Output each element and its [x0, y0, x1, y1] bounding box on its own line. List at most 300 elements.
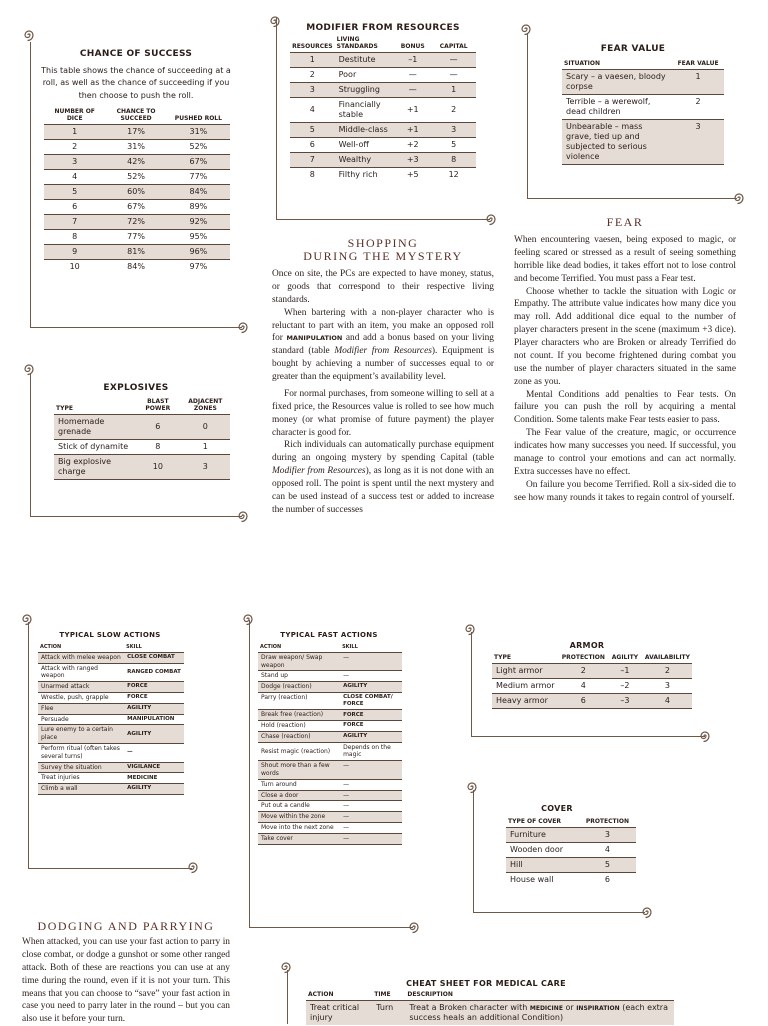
table-row — [562, 69, 724, 94]
cell: 3 — [290, 82, 335, 97]
table-row — [290, 52, 476, 67]
skill-name: INSPIRATION — [576, 1004, 620, 1012]
swirl-ornament-icon — [698, 729, 712, 743]
chance-of-success-title: CHANCE OF SUCCESS — [79, 49, 193, 59]
cell: Wooden door — [510, 844, 563, 854]
cell: Unbearable – mass grave, tied up and subjected to serious violence — [562, 119, 672, 164]
column-header: PROTECTION — [585, 818, 629, 825]
cell: 1 — [202, 441, 208, 451]
cell: 31% — [127, 141, 145, 151]
cell: Wrestle, push, grapple — [41, 693, 109, 701]
cell: 84% — [167, 184, 230, 199]
swirl-ornament-icon — [640, 905, 654, 919]
cell: Heavy armor — [492, 693, 560, 708]
modifier-from-resources-title: MODIFIER FROM RESOURCES — [306, 23, 460, 33]
table-row — [492, 678, 692, 693]
swirl-ornament-icon — [20, 612, 34, 626]
cell: 1 — [431, 82, 476, 97]
cell: 3 — [181, 454, 230, 479]
cell: 77% — [127, 231, 145, 241]
cell: Flee — [38, 703, 124, 714]
text-run: ), as long as it is not done with an opposed roll. The point is spent until the next mystery and can be used instead of a success test or added to increase the number of successes — [272, 466, 494, 515]
cell: Middle-class — [335, 122, 395, 137]
table-row — [258, 671, 402, 682]
cell: 8 — [309, 169, 315, 179]
table-row — [38, 725, 184, 744]
cell: Turn around — [261, 780, 297, 788]
table-row — [44, 169, 230, 184]
column-header: FEAR VALUE — [677, 60, 719, 67]
cell: AGILITY — [340, 731, 402, 742]
typical-fast-actions-table — [258, 644, 402, 845]
cell: Break free (reaction) — [258, 710, 340, 721]
cell: 95% — [189, 231, 208, 241]
cell: Hill — [506, 857, 579, 872]
modifier-from-resources-table — [290, 36, 476, 182]
swirl-ornament-icon — [236, 320, 250, 334]
table-row — [44, 244, 230, 259]
cell: — — [127, 749, 133, 756]
cell: — — [408, 69, 417, 79]
table-row — [44, 259, 230, 274]
column-header: PUSHED ROLL — [174, 114, 222, 122]
shopping-heading: SHOPPING DURING THE MYSTERY — [303, 236, 463, 264]
column-header: SKILL — [342, 644, 358, 650]
table-row — [44, 229, 230, 244]
cell: 92% — [167, 214, 230, 229]
dodging-heading: DODGING AND PARRYING — [37, 919, 215, 933]
table-row — [290, 152, 476, 167]
table-row — [492, 663, 692, 678]
table-row — [44, 139, 230, 154]
swirl-ornament-icon — [519, 22, 533, 36]
cell: 2 — [643, 663, 692, 678]
column-header: BLAST POWER — [145, 398, 171, 412]
medical-care-table — [306, 991, 674, 1025]
fear-paragraph: Choose whether to tackle the situation with Logic or Empathy. The attribute value indicates how many dice you may roll. Add additional dice equal to the number of player characters present in the scene (maximum +3 dice). Player characters who are Broken or already Terrified do not count. If you become frightened during combat you use the number of player characters situated in the same zone as you. — [514, 286, 736, 387]
cell: Unarmed attack — [38, 682, 124, 693]
cell: +5 — [406, 169, 419, 179]
cell: — — [340, 761, 402, 780]
table-row — [38, 714, 184, 725]
cell: 10 — [69, 261, 80, 271]
cell: 4 — [309, 104, 315, 114]
typical-slow-actions-table — [38, 644, 184, 795]
cell: Move into the next zone — [261, 823, 334, 831]
swirl-ornament-icon — [279, 960, 293, 974]
cell: Destitute — [335, 52, 395, 67]
cell: 3 — [431, 122, 476, 137]
cell: –1 — [394, 52, 431, 67]
dodging-paragraph: When attacked, you can use your fast action to parry in close combat, or dodge a gunshot or some other ranged attack. Both of these are reactions you can use at any time during the round, even if it is not your turn. This means that you can choose to “save” your fast action in case you need to parry later in the round – but you can also use it before your turn. — [22, 937, 230, 1025]
table-row — [258, 833, 402, 844]
cell: Survey the situation — [38, 762, 124, 773]
cell: Big explosive charge — [54, 454, 135, 479]
cell: 17% — [105, 124, 166, 139]
column-header: CHANCE TO SUCCEED — [116, 108, 156, 122]
fear-paragraph: Mental Conditions add penalties to Fear tests. On failure you can push the roll by acquiring a mental Condition. Some talents make Fear tests easier to pass. — [514, 389, 736, 426]
table-row — [258, 790, 402, 801]
shopping-paragraph — [272, 439, 494, 516]
cell: CLOSE COMBAT — [124, 652, 184, 663]
table-row — [258, 822, 402, 833]
fear-paragraph: The Fear value of the creature, magic, or occurrence indicates how many successes you need. If successful, you manage to control your emotions and can act normally. Extra successes have no effect. — [514, 428, 736, 477]
swirl-ornament-icon — [241, 612, 255, 626]
table-row — [258, 742, 402, 761]
cell: Take cover — [258, 833, 340, 844]
cell: Close a door — [258, 790, 340, 801]
cell: AGILITY — [124, 703, 184, 714]
cell: 84% — [127, 261, 145, 271]
table-reference: Modifier from Resources — [334, 346, 432, 357]
cell: Filthy rich — [338, 169, 378, 179]
table-row — [44, 154, 230, 169]
fear-heading: FEAR — [606, 215, 644, 229]
cell: 10 — [135, 454, 181, 479]
cell: 5 — [451, 139, 457, 149]
cell: 6 — [135, 414, 181, 439]
cell: 81% — [105, 244, 166, 259]
swirl-ornament-icon — [268, 14, 282, 28]
table-row — [44, 184, 230, 199]
swirl-ornament-icon — [463, 622, 477, 636]
swirl-ornament-icon — [465, 780, 479, 794]
text-run: (each extra success heals an additional Condition) — [409, 1002, 668, 1022]
cell: — — [340, 833, 402, 844]
column-header: SKILL — [126, 644, 142, 650]
cell: — — [340, 790, 402, 801]
swirl-ornament-icon — [186, 860, 200, 874]
cell: 7 — [290, 152, 335, 167]
shopping-text — [272, 268, 494, 517]
column-header: PROTECTION — [561, 654, 605, 661]
table-row — [54, 414, 230, 439]
swirl-ornament-icon — [236, 509, 250, 523]
cell: 2 — [309, 69, 315, 79]
typical-slow-actions-title: TYPICAL SLOW ACTIONS — [59, 631, 161, 639]
table-row — [54, 439, 230, 454]
cell: 72% — [105, 214, 166, 229]
cell: 4 — [643, 693, 692, 708]
column-header: SITUATION — [564, 60, 600, 67]
cell: 6 — [72, 201, 78, 211]
cell: 89% — [189, 201, 208, 211]
cell: — — [343, 780, 350, 788]
cell: 3 — [672, 119, 724, 164]
cell: House wall — [510, 874, 554, 884]
cell: 5 — [44, 184, 105, 199]
cell: +2 — [406, 139, 419, 149]
table-row — [258, 812, 402, 823]
cell: Stick of dynamite — [58, 441, 129, 451]
table-row — [38, 743, 184, 762]
text-run: ). Equipment is bought by achieving a number of successes equal to or greater than the equipment’s availability level. — [272, 346, 494, 382]
cell: 8 — [72, 231, 78, 241]
shopping-paragraph: For normal purchases, from someone willing to sell at a fixed price, the Resources value is rolled to see how much money (or what promise of future payment) the player character is good for. — [272, 388, 494, 438]
cell: Lure enemy to a certain place — [38, 725, 124, 744]
armor-title: ARMOR — [569, 641, 605, 650]
text-run: and add a bonus based on your living standard (table — [272, 333, 494, 357]
cell: Well-off — [338, 139, 369, 149]
table-row — [290, 167, 476, 182]
cell: 97% — [189, 261, 208, 271]
table-row — [38, 762, 184, 773]
table-row — [258, 779, 402, 790]
column-header: BONUS — [400, 42, 425, 50]
column-header: AGILITY — [611, 654, 639, 661]
text-run: When bartering with a non-player character who is reluctant to part with an item, you make an opposed roll for — [272, 307, 494, 344]
cell: RANGED COMBAT — [127, 668, 181, 675]
table-row — [258, 682, 402, 693]
cell: –1 — [607, 663, 643, 678]
swirl-ornament-icon — [407, 920, 421, 934]
cell: 7 — [44, 214, 105, 229]
cell: 2 — [72, 141, 78, 151]
cell: 67% — [167, 154, 230, 169]
cell: — — [340, 812, 402, 823]
fear-paragraph: On failure you become Terrified. Roll a six-sided die to see how many rounds it takes to regain control of yourself. — [514, 479, 736, 503]
text-run: Treat a Broken character with — [409, 1002, 530, 1012]
text-run: Rich individuals can automatically purchase equipment during an ongoing mystery by spending Capital (table — [272, 440, 494, 464]
armor-table — [492, 654, 692, 709]
cell: Perform ritual (often takes several turns) — [41, 744, 120, 760]
cell: CLOSE COMBAT/ FORCE — [343, 693, 393, 708]
cell: 2 — [451, 104, 457, 114]
column-header: ACTION — [40, 644, 62, 650]
cell: +1 — [394, 122, 431, 137]
skill-name: MEDICINE — [529, 1004, 563, 1012]
table-row — [258, 652, 402, 671]
table-row — [290, 67, 476, 82]
cell: — — [394, 82, 431, 97]
table-row — [44, 214, 230, 229]
swirl-ornament-icon — [732, 191, 746, 205]
cell: 4 — [604, 844, 610, 854]
cell: AGILITY — [124, 725, 184, 744]
cell: Scary – a vaesen, bloody corpse — [562, 69, 672, 94]
cell: 67% — [127, 201, 145, 211]
table-row — [258, 731, 402, 742]
table-row — [38, 784, 184, 795]
cell: +1 — [406, 104, 419, 114]
cell: 8 — [431, 152, 476, 167]
table-row — [506, 827, 636, 842]
cell: — — [340, 652, 402, 671]
table-row — [290, 97, 476, 122]
fear-paragraph: When encountering vaesen, being exposed to magic, or feeling scared or stressed as a result of seeing something horrible like dead bodies, it takes effort not to lose control and become Terrified. You must pass a Fear test. — [514, 235, 736, 284]
column-header: TYPE — [56, 404, 73, 412]
table-row — [492, 693, 692, 708]
cell: VIGILANCE — [124, 762, 184, 773]
cell: Move within the zone — [258, 812, 340, 823]
table-row — [258, 692, 402, 709]
skill-name: MANIPULATION — [286, 334, 343, 343]
table-row — [290, 122, 476, 137]
swirl-ornament-icon — [484, 212, 498, 226]
table-row — [306, 1000, 674, 1025]
cell: 8 — [155, 441, 161, 451]
cell: — — [449, 69, 458, 79]
cell: Attack with ranged weapon — [41, 664, 98, 680]
cell: Financially stable — [338, 99, 381, 119]
cell: 3 — [579, 827, 636, 842]
cell: 1 — [290, 52, 335, 67]
cell: 5 — [290, 122, 335, 137]
column-header: RESOURCES — [292, 42, 333, 50]
cell: 6 — [604, 874, 610, 884]
fear-text — [514, 234, 736, 504]
cell: FORCE — [127, 694, 148, 701]
typical-fast-actions-title: TYPICAL FAST ACTIONS — [280, 631, 378, 639]
cell: Poor — [338, 69, 357, 79]
cell: 1 — [44, 124, 105, 139]
table-row — [38, 663, 184, 682]
cell: Attack with melee weapon — [38, 652, 124, 663]
cell: 3 — [44, 154, 105, 169]
medical-care-title: CHEAT SHEET FOR MEDICAL CARE — [406, 979, 566, 988]
cell: 0 — [181, 414, 230, 439]
fear-value-table — [562, 60, 724, 165]
cell: MANIPULATION — [127, 715, 175, 722]
cell: 9 — [44, 244, 105, 259]
column-header: ADJACENT ZONES — [188, 398, 223, 412]
explosives-title: EXPLOSIVES — [103, 383, 169, 393]
cell: — — [343, 823, 350, 831]
table-row — [290, 137, 476, 152]
cell: 2 — [695, 96, 701, 106]
cell: 2 — [560, 663, 607, 678]
cell: 6 — [560, 693, 607, 708]
chance-of-success-intro: This table shows the chance of succeeding at a roll, as well as the chance of succeeding if you then choose to push the roll. — [41, 66, 231, 100]
cell: Furniture — [506, 827, 579, 842]
table-row — [506, 842, 636, 857]
shopping-paragraph: Once on site, the PCs are expected to have money, status, or goods that correspond to their respective living standards. — [272, 269, 494, 305]
cell: Terrible – a werewolf, dead children — [566, 96, 651, 116]
cover-title: COVER — [541, 804, 573, 813]
table-row — [38, 773, 184, 784]
column-header: AVAILABILITY — [644, 654, 690, 661]
cell: 42% — [105, 154, 166, 169]
cell: Struggling — [335, 82, 395, 97]
column-header: TIME — [374, 991, 391, 998]
column-header: TYPE — [494, 654, 511, 661]
cell: FORCE — [124, 682, 184, 693]
cell: –2 — [620, 680, 630, 690]
table-row — [506, 872, 636, 887]
cell: 31% — [167, 124, 230, 139]
cell: Put out a candle — [261, 802, 310, 810]
table-row — [38, 652, 184, 663]
cell: Medium armor — [496, 680, 555, 690]
cell: 12 — [448, 169, 459, 179]
cell: Homemade grenade — [54, 414, 135, 439]
cell: 4 — [72, 171, 78, 181]
cell: Parry (reaction) — [261, 693, 308, 701]
shopping-paragraph — [272, 307, 494, 384]
table-row — [290, 82, 476, 97]
table-row — [258, 710, 402, 721]
cell: Climb a wall — [38, 784, 124, 795]
swirl-ornament-icon — [22, 28, 36, 42]
cell: Hold (reaction) — [261, 722, 306, 730]
cell: 52% — [127, 171, 145, 181]
table-row — [506, 857, 636, 872]
table-row — [38, 703, 184, 714]
table-row — [258, 801, 402, 812]
cell: Persuade — [41, 715, 69, 723]
cell: FORCE — [343, 722, 364, 729]
cover-table — [506, 818, 636, 887]
cell: 77% — [189, 171, 208, 181]
dodging-text — [22, 936, 230, 1026]
table-row — [38, 682, 184, 693]
column-header: ACTION — [260, 644, 282, 650]
cell: Chase (reaction) — [258, 731, 340, 742]
cell: Dodge (reaction) — [258, 682, 340, 693]
table-row — [258, 721, 402, 732]
cell: Treat critical injury — [306, 1000, 372, 1025]
explosives-table — [54, 398, 230, 480]
cell: 1 — [672, 69, 724, 94]
cell: FORCE — [340, 710, 402, 721]
cell: — — [431, 52, 476, 67]
cell: Depends on the magic — [343, 743, 391, 759]
cell: 6 — [309, 139, 315, 149]
table-reference: Modifier from Resources — [272, 466, 366, 477]
cell: — — [343, 672, 350, 680]
column-header: TYPE OF COVER — [508, 818, 562, 825]
fear-value-title: FEAR VALUE — [600, 44, 666, 54]
cell: AGILITY — [124, 784, 184, 795]
cell: Treat injuries — [41, 774, 80, 782]
table-row — [562, 94, 724, 119]
cell: 96% — [167, 244, 230, 259]
cell: — — [343, 802, 350, 810]
cell — [405, 1000, 674, 1025]
cell: Shout more than a few words — [258, 761, 340, 780]
column-header: NUMBER OF DICE — [54, 108, 95, 122]
cell: –3 — [607, 693, 643, 708]
column-header: CAPITAL — [439, 42, 468, 50]
cell: AGILITY — [340, 682, 402, 693]
table-row — [258, 761, 402, 780]
cell: +3 — [394, 152, 431, 167]
cell: MEDICINE — [127, 774, 158, 781]
cell: Turn — [372, 1000, 405, 1025]
cell: 4 — [580, 680, 586, 690]
table-row — [562, 119, 724, 164]
cell: 52% — [189, 141, 208, 151]
cell: 5 — [579, 857, 636, 872]
column-header: LIVING STANDARDS — [336, 36, 378, 50]
cell: 3 — [664, 680, 670, 690]
cell: 60% — [105, 184, 166, 199]
table-row — [44, 199, 230, 214]
cell: Stand up — [261, 672, 288, 680]
text-run: or — [562, 1002, 577, 1012]
table-row — [44, 124, 230, 139]
cell: Resist magic (reaction) — [261, 747, 331, 755]
table-row — [54, 454, 230, 479]
swirl-ornament-icon — [22, 362, 36, 376]
column-header: ACTION — [308, 991, 334, 998]
cell: Light armor — [492, 663, 560, 678]
table-row — [38, 692, 184, 703]
chance-of-success-table — [44, 108, 230, 274]
cell: Draw weapon/ Swap weapon — [258, 652, 340, 671]
column-header: DESCRIPTION — [407, 991, 453, 998]
cell: Wealthy — [335, 152, 395, 167]
